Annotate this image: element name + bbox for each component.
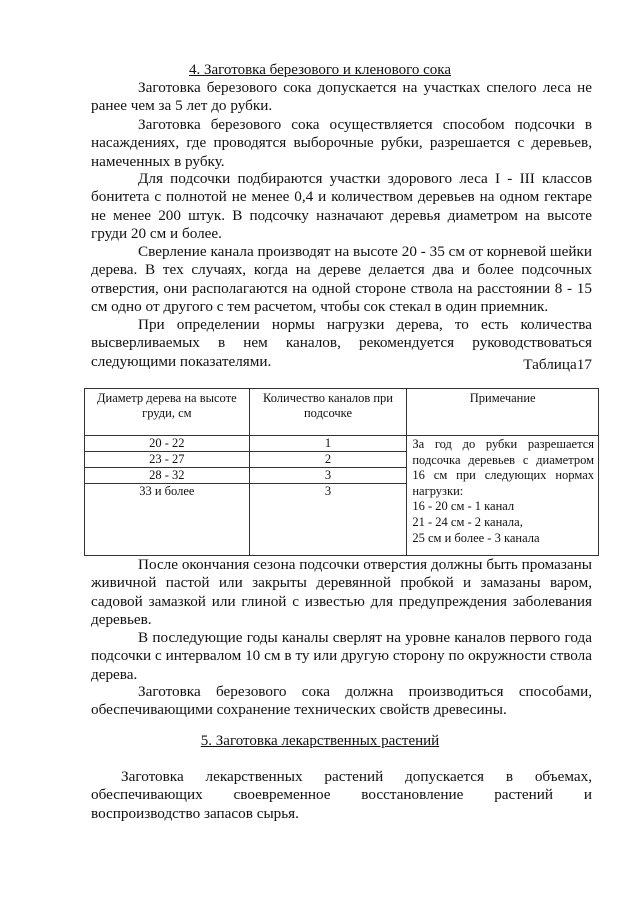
header-note: Примечание — [407, 389, 599, 436]
paragraph: После окончания сезона подсочки отверстия должны быть промазаны живичной пастой или закрыты деревянной пробкой и замазаны варом, садовой замазкой или глиной с известью для предупреждения заболевания деревьев. — [91, 556, 592, 629]
section-5-title: 5. Заготовка лекарственных растений — [200, 733, 440, 749]
empty-cell — [85, 499, 250, 556]
cell-diameter: 20 - 22 — [85, 436, 250, 452]
paragraph: Заготовка лекарственных растений допускается в объемах, обеспечивающих своевременное восстановление растений и воспроизводство запасов сырья. — [91, 768, 592, 822]
table-header-row — [85, 389, 599, 436]
note-line: 21 - 24 см - 2 канала, — [412, 514, 523, 529]
paragraph: При определении нормы нагрузки дерева, то есть количества высверливаемых в нем каналов, рекомендуется руководствоваться следующими показателями. — [91, 316, 592, 370]
section-4-title: 4. Заготовка березового и кленового сока — [188, 62, 452, 78]
header-channels: Количество каналов при подсочке — [249, 389, 407, 436]
table-caption: Таблица17 — [523, 356, 592, 373]
paragraph: Для подсочки подбираются участки здорового леса I - III классов бонитета с полнотой не менее 0,4 и количеством деревьев на одном гектаре не менее 200 штук. В подсочку назначают деревья диаметром на высоте груди 20 см и более. — [91, 170, 592, 243]
paragraph: Заготовка березового сока должна производиться способами, обеспечивающими сохранение технических свойств древесины. — [91, 683, 592, 719]
paragraph: Заготовка березового сока осуществляется способом подсочки в насаждениях, где проводятся выборочные рубки, разрешается с деревьев, намеченных в рубку. — [91, 116, 592, 170]
cell-channels: 1 — [249, 436, 407, 452]
note-line: 25 см и более - 3 канала — [412, 530, 540, 545]
cell-note — [407, 436, 599, 556]
cell-channels: 3 — [249, 468, 407, 484]
empty-cell — [249, 499, 407, 556]
cell-channels: 3 — [249, 484, 407, 500]
cell-channels: 2 — [249, 452, 407, 468]
cell-diameter: 23 - 27 — [85, 452, 250, 468]
paragraph: В последующие годы каналы сверлят на уровне каналов первого года подсочки с интервалом 10 см в ту или другую сторону по окружности ствола дерева. — [91, 629, 592, 683]
note-line: 16 - 20 см - 1 канал — [412, 499, 515, 514]
paragraph: Заготовка березового сока допускается на участках спелого леса не ранее чем за 5 лет до рубки. — [91, 79, 592, 115]
tapping-norms-table — [84, 388, 599, 556]
cell-diameter: 28 - 32 — [85, 468, 250, 484]
paragraph: Сверление канала производят на высоте 20 - 35 см от корневой шейки дерева. В тех случаях, когда на дереве делается два и более подсочных отверстия, они располагаются на одной стороне ствола на расстоянии 8 - 15 см одно от другого с тем расчетом, чтобы сок стекал в один приемник. — [91, 243, 592, 316]
note-text: За год до рубки разрешается подсочка деревьев с диаметром 16 см при следующих нормах нагрузки: — [412, 437, 594, 498]
table-row — [85, 436, 599, 452]
header-diameter: Диаметр дерева на высоте груди, см — [85, 389, 250, 436]
cell-diameter: 33 и более — [85, 484, 250, 500]
